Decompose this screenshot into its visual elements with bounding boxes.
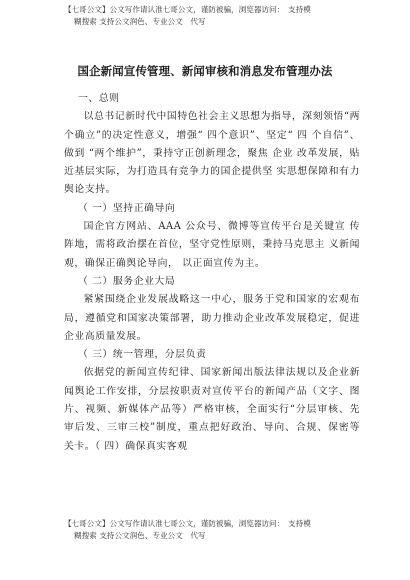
document-title: 国企新闻宣传管理、新闻审核和消息发布管理办法 [77, 64, 333, 78]
paragraph-guiding-thought: 以总书记新时代中国特色社会主义思想为指导，深刻领悟“两个确立”的决定性意义，增强“ 四个意识”、坚定“ 四 个自信”、做到 “两个维护”，秉持守正创新理念，聚焦 企业 改革发展，贴近基层实际，为打造具有竞争力的国企提供坚 实思想保障和有力舆论支持。 [64, 111, 360, 196]
paragraph-unified-management: 依据党的新闻宣传纪律、国家新闻出版法律法规以及企业新闻舆论工作安排，分层按职责对宣传平台的新闻产品（文字、图片、视频、新媒体产品等）严格审核，全面实行“分层审核、先审后发、三审三校”制度，重点把好政治、导向、合规、保密等关卡。（ 四）确保真实客观 [64, 367, 360, 452]
header-notice-line-2: 糊搜索 支持公文润色、专业公文 代写 [74, 17, 206, 26]
subheading-correct-orientation: （ 一）坚持正确导向 [78, 202, 176, 214]
page-footer-notice [64, 518, 364, 542]
page-header-notice [64, 4, 364, 28]
footer-notice-line-2: 糊搜索 支持公文润色、专业公文 代写 [74, 531, 206, 540]
subheading-serve-enterprise: （ 二）服务企业大局 [78, 275, 176, 287]
section-heading-general: 一、总则 [78, 93, 120, 104]
document-body [64, 90, 360, 456]
footer-notice-line-1: 【七哥公文】公文写作请认准七哥公文，谨防被骗，浏览器访问： 支持模 [64, 519, 311, 528]
paragraph-serve-enterprise: 紧紧围绕企业发展战略这一中心，服务于党和国家的宏观布局，遵循党和国家决策部署，助力推动企业改革发展稳定，促进企业高质量发展。 [64, 294, 360, 342]
header-notice-line-1: 【七哥公文】公文写作请认准七哥公文，谨防被骗，浏览器访问： 支持模 [64, 5, 311, 14]
paragraph-correct-orientation: 国企官方网站、AAA 公众号、微博等宣传平台是关键宣 传阵地，需将政治摆在首位，坚守党性原则，秉持马克思主 义新闻观，确保正确舆论导向， 以正面宣传为主。 [64, 221, 360, 269]
subheading-unified-management: （ 三）统一管理，分层负责 [78, 349, 207, 361]
